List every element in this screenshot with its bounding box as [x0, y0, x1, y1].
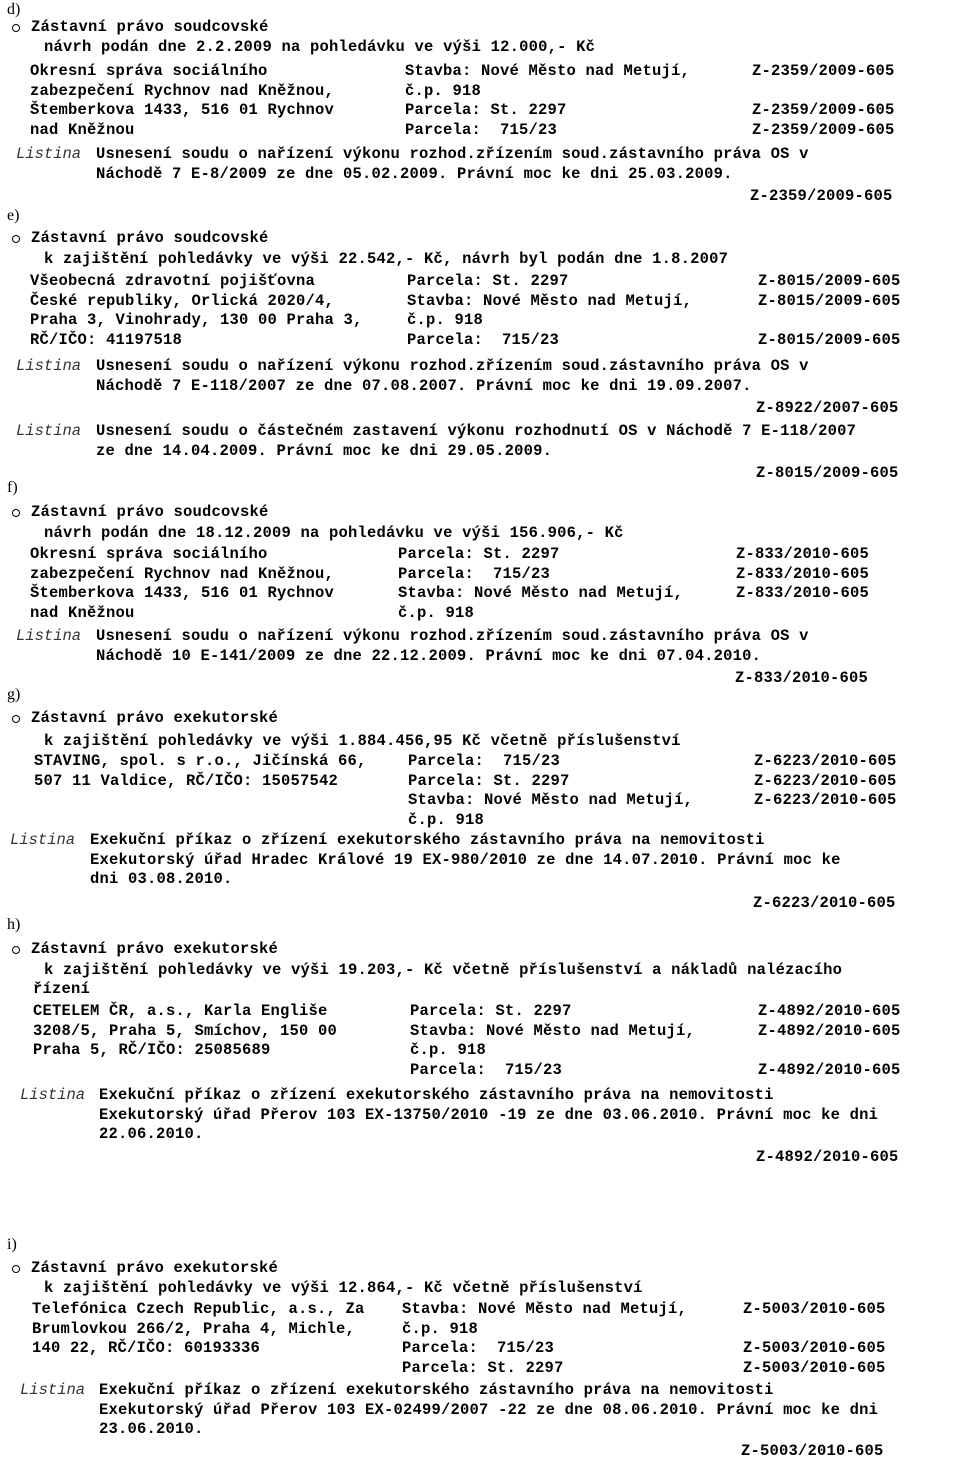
property-cell: Stavba: Nové Město nad Metují, — [410, 1021, 696, 1040]
property-cell: Parcela: 715/23 — [408, 752, 561, 770]
party-cell: České republiky, Orlická 2020/4, — [30, 291, 335, 310]
property-cell: Stavba: Nové Město nad Metují, — [398, 584, 684, 602]
listina-ref: Z-833/2010-605 — [735, 669, 869, 687]
party-cell: Štemberkova 1433, 516 01 Rychnov — [30, 101, 335, 119]
bullet-icon — [12, 1265, 20, 1273]
listina-text: Exekuční příkaz o zřízení exekutorského zástavního práva na nemovitosti — [99, 1381, 774, 1399]
listina-ref: Z-4892/2010-605 — [756, 1148, 899, 1166]
section-description: k zajištění pohledávky ve výši 12.864,- Kč včetně příslušenství — [44, 1279, 643, 1297]
party-cell: Okresní správa sociálního — [30, 62, 268, 80]
property-cell: Parcela: St. 2297 — [398, 545, 560, 563]
record-ref-cell: Z-833/2010-605 — [736, 545, 870, 563]
listina-text: Exekutorský úřad Přerov 103 EX-02499/2007 -22 ze dne 08.06.2010. Právní moc ke dni — [99, 1400, 879, 1419]
property-cell: Stavba: Nové Město nad Metují, — [402, 1300, 688, 1318]
record-ref-cell: Z-2359/2009-605 — [752, 101, 895, 119]
record-ref-cell: Z-2359/2009-605 — [752, 120, 895, 139]
party-cell: zabezpečení Rychnov nad Kněžnou, — [30, 81, 335, 100]
section-letter: h) — [7, 916, 21, 933]
listina-text: Náchodě 7 E-8/2009 ze dne 05.02.2009. Právní moc ke dni 25.03.2009. — [96, 164, 733, 183]
party-cell: Telefónica Czech Republic, a.s., Za — [32, 1300, 365, 1318]
record-ref-cell: Z-6223/2010-605 — [754, 752, 897, 770]
section-title: Zástavní právo exekutorské — [31, 709, 279, 727]
section-description: k zajištění pohledávky ve výši 19.203,- Kč včetně příslušenství a nákladů nalézacího — [44, 961, 843, 979]
section-letter: f) — [7, 479, 18, 496]
property-cell: č.p. 918 — [405, 81, 482, 100]
property-cell: Stavba: Nové Město nad Metují, — [407, 291, 693, 310]
section-title: Zástavní právo soudcovské — [31, 503, 269, 521]
section-description-cont: řízení — [33, 980, 91, 998]
listina-label: Listina — [16, 422, 82, 440]
property-cell: Parcela: St. 2297 — [410, 1002, 572, 1020]
property-cell: č.p. 918 — [408, 810, 485, 829]
property-cell: Parcela: 715/23 — [398, 564, 551, 583]
party-cell: zabezpečení Rychnov nad Kněžnou, — [30, 564, 335, 583]
section-title: Zástavní právo soudcovské — [31, 229, 269, 247]
party-cell: Okresní správa sociálního — [30, 545, 268, 563]
listina-text: 23.06.2010. — [99, 1420, 204, 1438]
property-cell: Parcela: St. 2297 — [408, 771, 570, 790]
record-ref-cell: Z-5003/2010-605 — [743, 1358, 886, 1377]
listina-label: Listina — [20, 1086, 86, 1104]
record-ref-cell: Z-833/2010-605 — [736, 584, 870, 602]
record-ref-cell: Z-4892/2010-605 — [758, 1002, 901, 1020]
listina-text: Usnesení soudu o nařízení výkonu rozhod.zřízením soud.zástavního práva OS v — [96, 627, 809, 645]
party-cell: RČ/IČO: 41197518 — [30, 330, 183, 349]
party-cell: 507 11 Valdice, RČ/IČO: 15057542 — [34, 771, 339, 790]
record-ref-cell: Z-8015/2009-605 — [758, 330, 901, 349]
bullet-icon — [12, 946, 20, 954]
record-ref-cell: Z-6223/2010-605 — [754, 791, 897, 809]
property-cell: Parcela: 715/23 — [407, 330, 560, 349]
section-letter: g) — [7, 686, 21, 703]
listina-text: Exekuční příkaz o zřízení exekutorského zástavního práva na nemovitosti — [90, 831, 765, 849]
section-description: k zajištění pohledávky ve výši 1.884.456,95 Kč včetně příslušenství — [44, 732, 681, 750]
record-ref-cell: Z-8015/2009-605 — [758, 272, 901, 290]
listina-text: Usnesení soudu o částečném zastavení výkonu rozhodnutí OS v Náchodě 7 E-118/2007 — [96, 422, 857, 440]
listina-label: Listina — [20, 1381, 86, 1399]
record-ref-cell: Z-5003/2010-605 — [743, 1300, 886, 1318]
party-cell: nad Kněžnou — [30, 603, 135, 622]
listina-ref: Z-8015/2009-605 — [756, 464, 899, 482]
section-title: Zástavní právo soudcovské — [31, 18, 269, 36]
section-letter: d) — [7, 1, 21, 18]
section-description: návrh podán dne 2.2.2009 na pohledávku ve výši 12.000,- Kč — [44, 38, 596, 56]
listina-label: Listina — [10, 831, 76, 849]
listina-label: Listina — [16, 145, 82, 163]
section-title: Zástavní právo exekutorské — [31, 940, 279, 958]
party-cell: Praha 3, Vinohrady, 130 00 Praha 3, — [30, 311, 363, 329]
listina-text: Exekutorský úřad Přerov 103 EX-13750/2010 -19 ze dne 03.06.2010. Právní moc ke dni — [99, 1105, 879, 1124]
record-ref-cell: Z-5003/2010-605 — [743, 1339, 886, 1357]
listina-text: ze dne 14.04.2009. Právní moc ke dni 29.05.2009. — [96, 441, 553, 460]
section-description: k zajištění pohledávky ve výši 22.542,- Kč, návrh byl podán dne 1.8.2007 — [44, 250, 729, 268]
section-letter: e) — [7, 207, 20, 224]
record-ref-cell: Z-833/2010-605 — [736, 564, 870, 583]
listina-text: Náchodě 7 E-118/2007 ze dne 07.08.2007. Právní moc ke dni 19.09.2007. — [96, 376, 752, 395]
listina-label: Listina — [16, 357, 82, 375]
listina-ref: Z-2359/2009-605 — [750, 187, 893, 205]
party-cell: Brumlovkou 266/2, Praha 4, Michle, — [32, 1319, 356, 1338]
property-cell: č.p. 918 — [398, 603, 475, 622]
listina-text: Exekuční příkaz o zřízení exekutorského zástavního práva na nemovitosti — [99, 1086, 774, 1104]
listina-label: Listina — [16, 627, 82, 645]
listina-ref: Z-6223/2010-605 — [753, 894, 896, 912]
record-ref-cell: Z-6223/2010-605 — [754, 771, 897, 790]
listina-text: Usnesení soudu o nařízení výkonu rozhod.zřízením soud.zástavního práva OS v — [96, 357, 809, 375]
bullet-icon — [12, 509, 20, 517]
property-cell: Parcela: St. 2297 — [407, 272, 569, 290]
listina-text: dni 03.08.2010. — [90, 870, 233, 888]
party-cell: Praha 5, RČ/IČO: 25085689 — [33, 1041, 271, 1059]
property-cell: Stavba: Nové Město nad Metují, — [405, 62, 691, 80]
listina-text: 22.06.2010. — [99, 1125, 204, 1143]
section-description: návrh podán dne 18.12.2009 na pohledávku ve výši 156.906,- Kč — [44, 524, 624, 542]
party-cell: nad Kněžnou — [30, 120, 135, 139]
property-cell: Stavba: Nové Město nad Metují, — [408, 791, 694, 809]
party-cell: 140 22, RČ/IČO: 60193336 — [32, 1339, 261, 1357]
bullet-icon — [12, 24, 20, 32]
listina-text: Usnesení soudu o nařízení výkonu rozhod.zřízením soud.zástavního práva OS v — [96, 145, 809, 163]
section-title: Zástavní právo exekutorské — [31, 1259, 279, 1277]
bullet-icon — [12, 235, 20, 243]
property-cell: Parcela: 715/23 — [405, 120, 558, 139]
record-ref-cell: Z-4892/2010-605 — [758, 1021, 901, 1040]
property-cell: č.p. 918 — [410, 1041, 487, 1059]
listina-ref: Z-5003/2010-605 — [741, 1442, 884, 1460]
property-cell: Parcela: 715/23 — [402, 1339, 555, 1357]
party-cell: Štemberkova 1433, 516 01 Rychnov — [30, 584, 335, 602]
listina-ref: Z-8922/2007-605 — [756, 399, 899, 417]
property-cell: Parcela: St. 2297 — [405, 101, 567, 119]
record-ref-cell: Z-8015/2009-605 — [758, 291, 901, 310]
party-cell: 3208/5, Praha 5, Smíchov, 150 00 — [33, 1021, 338, 1040]
property-cell: č.p. 918 — [402, 1319, 479, 1338]
record-ref-cell: Z-4892/2010-605 — [758, 1060, 901, 1079]
listina-text: Exekutorský úřad Hradec Králové 19 EX-980/2010 ze dne 14.07.2010. Právní moc ke — [90, 850, 841, 869]
listina-text: Náchodě 10 E-141/2009 ze dne 22.12.2009. Právní moc ke dni 07.04.2010. — [96, 646, 762, 665]
party-cell: STAVING, spol. s r.o., Jičínská 66, — [34, 752, 367, 770]
property-cell: Parcela: St. 2297 — [402, 1358, 564, 1377]
party-cell: CETELEM ČR, a.s., Karla Engliše — [33, 1002, 328, 1020]
property-cell: Parcela: 715/23 — [410, 1060, 563, 1079]
record-ref-cell: Z-2359/2009-605 — [752, 62, 895, 80]
bullet-icon — [12, 715, 20, 723]
party-cell: Všeobecná zdravotní pojišťovna — [30, 272, 316, 290]
section-letter: i) — [7, 1236, 17, 1253]
property-cell: č.p. 918 — [407, 311, 484, 329]
